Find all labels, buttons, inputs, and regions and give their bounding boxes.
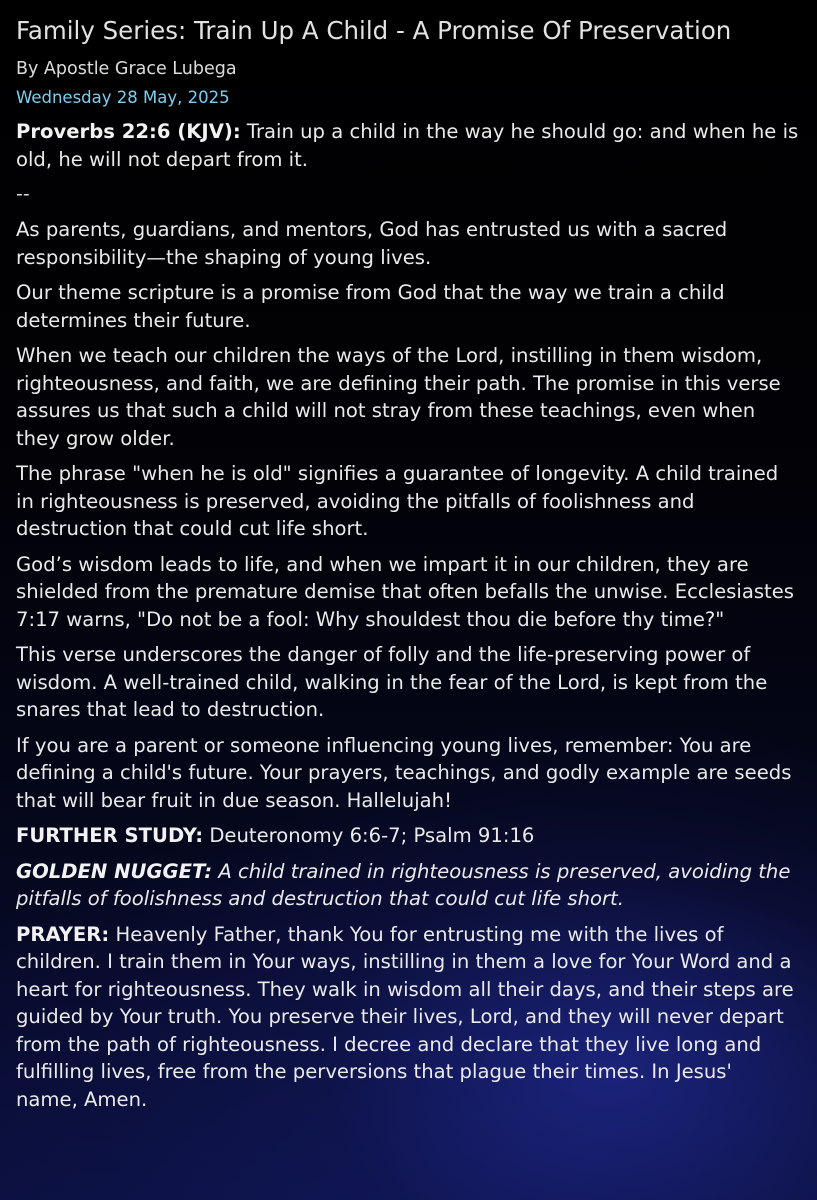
golden-nugget-label: GOLDEN NUGGET: bbox=[16, 859, 213, 883]
body-paragraph-4: The phrase "when he is old" signifies a guarantee of longevity. A child trained in righteousness is preserved, avoiding the pitfalls of foolishness and destruction that could cut life short. bbox=[16, 462, 779, 540]
scripture-paragraph bbox=[16, 118, 799, 173]
article-author: By Apostle Grace Lubega bbox=[16, 59, 237, 79]
golden-nugget-text: A child trained in righteousness is preserved, avoiding the pitfalls of foolishness and destruction that could cut life short. bbox=[16, 859, 791, 910]
golden-nugget bbox=[16, 858, 799, 913]
separator: -- bbox=[16, 183, 30, 205]
body-paragraph-7: If you are a parent or someone influencing young lives, remember: You are defining a child's future. Your prayers, teachings, and godly example are seeds that will bear fruit in due season. Hallelujah! bbox=[16, 733, 792, 812]
article-date: Wednesday 28 May, 2025 bbox=[16, 88, 230, 107]
body-paragraph-1: As parents, guardians, and mentors, God has entrusted us with a sacred responsibility—the shaping of young lives. bbox=[16, 218, 728, 269]
body-paragraph-5: God’s wisdom leads to life, and when we impart it in our children, they are shielded from the premature demise that often befalls the unwise. Ecclesiastes 7:17 warns, "Do not be a fool: Why shouldest thou die before thy time?" bbox=[16, 552, 794, 631]
body-paragraph-2: Our theme scripture is a promise from God that the way we train a child determines their future. bbox=[16, 281, 725, 332]
further-study bbox=[16, 822, 799, 850]
prayer-label: PRAYER: bbox=[16, 922, 110, 946]
scripture-text: Train up a child in the way he should go: and when he is old, he will not depart from it. bbox=[16, 120, 799, 171]
article-title: Family Series: Train Up A Child - A Promise Of Preservation bbox=[16, 16, 732, 45]
further-study-label: FURTHER STUDY: bbox=[16, 824, 204, 847]
scripture-label: Proverbs 22:6 (KJV): bbox=[16, 120, 241, 143]
body-paragraph-3: When we teach our children the ways of the Lord, instilling in them wisdom, righteousness, and faith, we are defining their path. The promise in this verse assures us that such a child will not stray from these teachings, even when they grow older. bbox=[16, 344, 781, 450]
prayer-text: Heavenly Father, thank You for entrusting me with the lives of children. I train them in Your ways, instilling in them a love for Your Word and a heart for righteousness. They walk in wisdom all their days, and their steps are guided by Your truth. You preserve their lives, Lord, and they will never depart from the path of righteousness. I decree and declare that they live long and fulfilling lives, free from the perversions that plague their times. In Jesus' name, Amen. bbox=[16, 922, 794, 1111]
body-paragraph-6: This verse underscores the danger of folly and the life-preserving power of wisdom. A well-trained child, walking in the fear of the Lord, is kept from the snares that lead to destruction. bbox=[16, 643, 768, 721]
prayer bbox=[16, 921, 799, 1114]
further-study-text: Deuteronomy 6:6-7; Psalm 91:16 bbox=[203, 824, 535, 847]
